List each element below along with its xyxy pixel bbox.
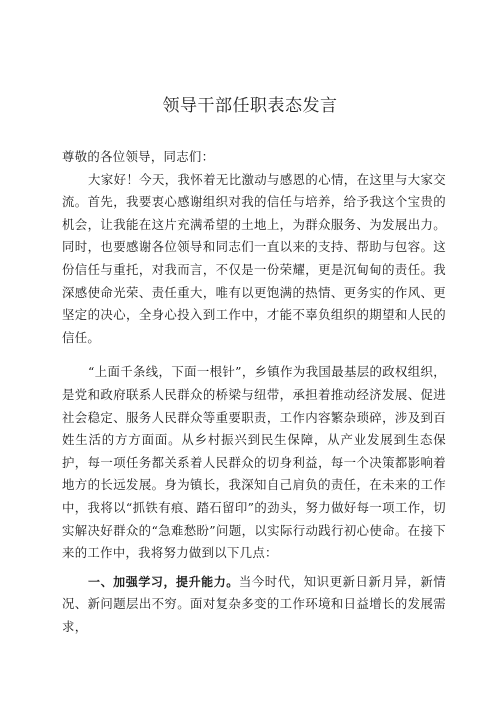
paragraph-opening: 大家好！今天，我怀着无比激动与感恩的心情，在这里与大家交流。首先，我要衷心感谢组织对我的信任与培养，给予我这个宝贵的机会，让我能在这片充满希望的土地上，为群众服务、为发展出力。同时，也要感谢各位领导和同志们一直以来的支持、帮助与包容。这份信任与重托，对我而言，不仅是一份荣耀，更是沉甸甸的责任。我深感使命光荣、责任重大，唯有以更饱满的热情、更务实的作风、更坚定的决心，全身心投入到工作中，才能不辜负组织的期望和人民的信任。 [62,171,446,345]
point-1-text: 当今时代，知识更新日新月异，新情况、新问题层出不穷。面对复杂多变的工作环境和日益增长的发展需求， [62,573,446,634]
paragraph-point-1 [62,571,446,639]
salutation: 尊敬的各位领导，同志们： [62,149,215,164]
point-1-heading: 一、加强学习，提升能力。 [88,574,239,589]
document-body [62,146,446,638]
document-title: 领导干部任职表态发言 [162,96,338,116]
paragraph-township-duty: “上面千条线，下面一根针”，乡镇作为我国最基层的政权组织，是党和政府联系人民群众的桥梁与纽带，承担着推动经济发展、促进社会稳定、服务人民群众等重要职责，工作内容繁杂琐碎，涉及到百姓生活的方方面面。从乡村振兴到民生保障，从产业发展到生态保护，每一项任务都关系着人民群众的切身利益，每一个决策都影响着地方的长远发展。身为镇长，我深知自己肩负的责任，在未来的工作中，我将以“抓铁有痕、踏石留印”的劲头，努力做好每一项工作，切实解决好群众的“急难愁盼”问题，以实际行动践行初心使命。在接下来的工作中，我将努力做到以下几点： [62,364,446,561]
